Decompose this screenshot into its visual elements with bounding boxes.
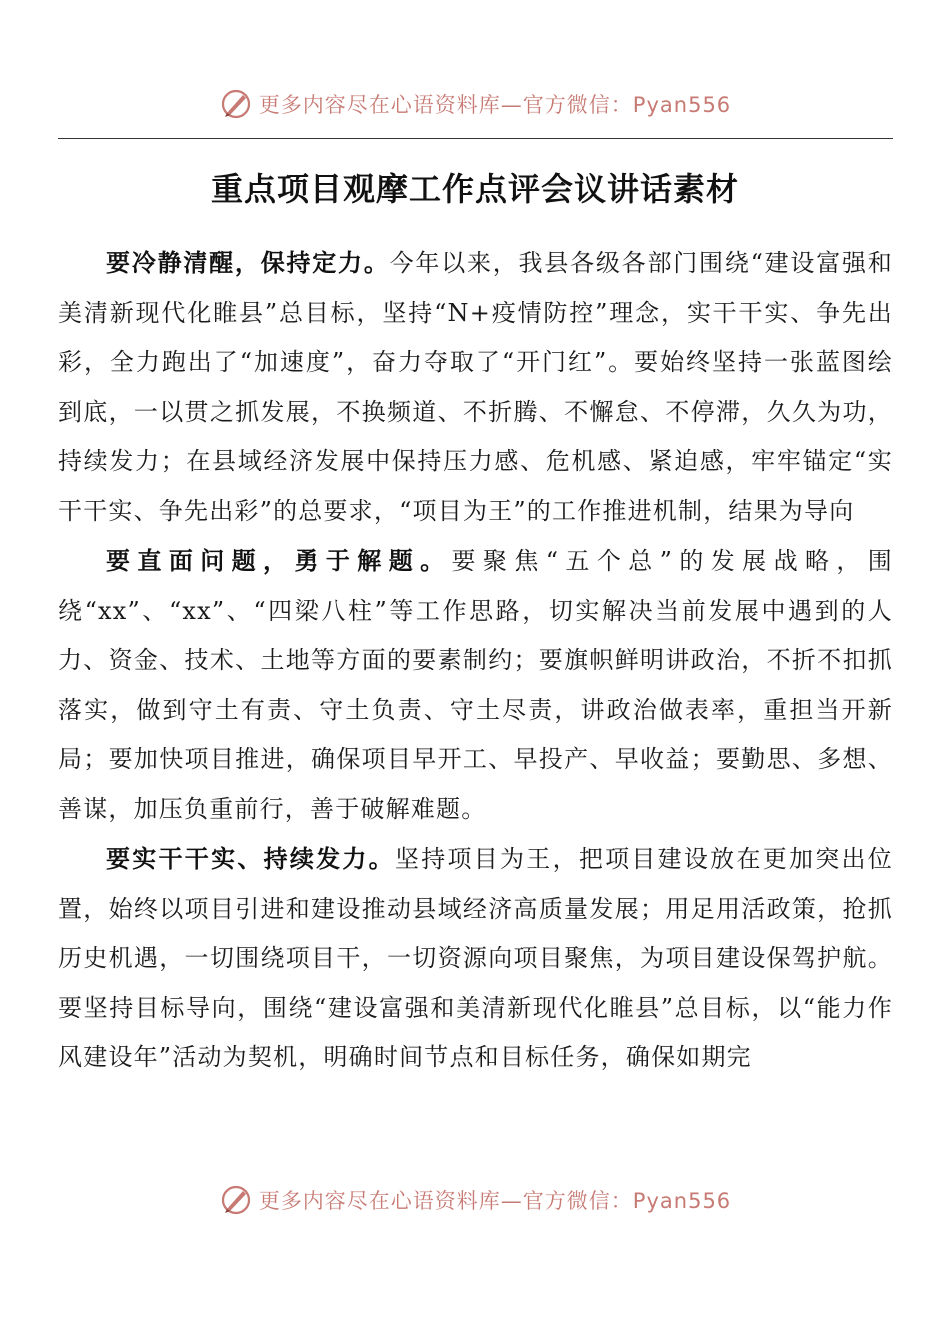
paragraph-heading: 要冷静清醒，保持定力。 — [106, 248, 390, 277]
paragraph-text: 今年以来，我县各级各部门围绕“建设富强和美清新现代化睢县”总目标，坚持“N+疫情防控”理念，实干干实、争先出彩，全力跑出了“加速度”，奋力夺取了“开门红”。要始终坚持一张蓝图绘到底，一以贯之抓发展，不换频道、不折腾、不懈怠、不停滞，久久为功，持续发力；在县域经济发展中保持压力感、危机感、紧迫感，牢牢锚定“实干干实、争先出彩”的总要求，“项目为王”的工作推进机制，结果为导向 — [58, 249, 893, 525]
footer-watermark — [0, 1182, 950, 1218]
watermark-text: 更多内容尽在心语资料库—官方微信：Pyan556 — [258, 93, 732, 117]
paragraph-heading: 要实干干实、持续发力。 — [106, 844, 395, 873]
document-body — [58, 238, 893, 1138]
paragraph — [58, 834, 893, 1083]
paragraph — [58, 238, 893, 536]
header-divider — [58, 138, 893, 139]
pen-circle-logo-icon — [219, 1183, 253, 1217]
document-title: 重点项目观摩工作点评会议讲话素材 — [210, 170, 739, 208]
paragraph-text: 坚持项目为王，把项目建设放在更加突出位置，始终以项目引进和建设推动县域经济高质量发展；用足用活政策，抢抓历史机遇，一切围绕项目干，一切资源向项目聚焦，为项目建设保驾护航。要坚持目标导向，围绕“建设富强和美清新现代化睢县”总目标，以“能力作风建设年”活动为契机，明确时间节点和目标任务，确保如期完 — [58, 845, 893, 1071]
paragraph — [58, 536, 893, 834]
paragraph-text: 要聚焦“五个总”的发展战略，围绕“xx”、“xx”、“四梁八柱”等工作思路，切实解决当前发展中遇到的人力、资金、技术、土地等方面的要素制约；要旗帜鲜明讲政治，不折不扣抓落实，做到守土有责、守土负责、守土尽责，讲政治做表率，重担当开新局；要加快项目推进，确保项目早开工、早投产、早收益；要勤思、多想、善谋，加压负重前行，善于破解难题。 — [58, 547, 893, 823]
paragraph-heading: 要直面问题，勇于解题。 — [106, 546, 452, 575]
header-watermark — [0, 86, 950, 122]
pen-circle-logo-icon — [219, 87, 253, 121]
watermark-text: 更多内容尽在心语资料库—官方微信：Pyan556 — [258, 1189, 732, 1213]
